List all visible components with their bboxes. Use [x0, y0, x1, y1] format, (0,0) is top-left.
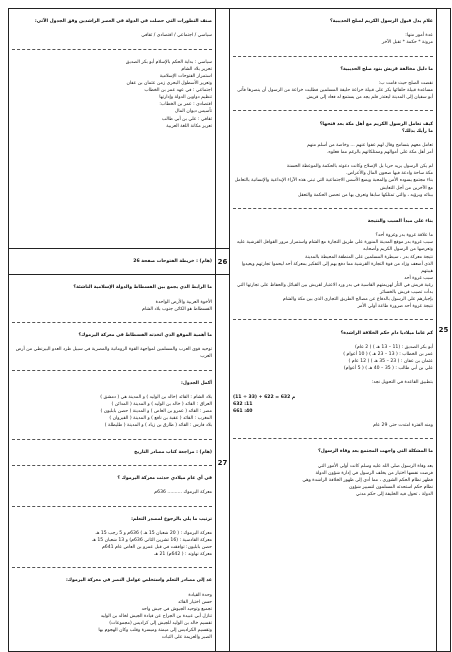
divider	[12, 506, 212, 507]
row-number: 26	[216, 249, 230, 275]
left-column	[9, 249, 216, 275]
formula-text: (11 ÷ 33) + 622 = 632 م 632 :11 661 :40	[233, 394, 296, 414]
document-page	[8, 8, 449, 641]
divider	[12, 49, 212, 50]
row-number	[216, 9, 230, 249]
answer-text: معركة اليرموك .......... 636م	[154, 490, 212, 496]
divider	[233, 208, 433, 209]
worksheet-table	[8, 8, 451, 652]
divider	[233, 438, 433, 439]
question-text: صنف التطورات التي حصلت في الدولة في العصر الراشدين وفق الجدول الآتي:	[34, 19, 212, 25]
row-number: 27	[216, 275, 230, 651]
answer-text: عدة أمور منها: مرونة * حكمة * تقبل الآخر	[381, 33, 433, 46]
divider	[12, 567, 212, 568]
answer-text: وحدة القيادة حسن اختيار القائد تجميع وتوحيد الجيوش في جيش واحد تنازل أبي عبيدة بن الجراح عن قيادة الجيش لخالد بن الوليد تقسيم خالد بن الوليد للجيش إلى كراديس (مجموعات) وتقسيم الكراديس إلى ميمنة وميسرة وقلب وكان الهجوم بها الصبر والعزيمة على الثبات	[98, 592, 212, 641]
answer-text: سياسي : بداية الحكم بالإسلام أبو بكر الصديق تحرير بلاد الشام استمرار الفتوحات الإسلامية وتعزيز الأسطول البحري زمن عثمان بن عفان اجتماعي : في عهد عمر بن الخطاب تنظيم دواوين الدولة وإدارتها اقتصادي : عمر بن الخطاب: تأسيس ديوان المال ثقافي : علي بن أبي طالب تعزيز مكانة اللغة العربية	[125, 59, 212, 129]
divider	[233, 319, 433, 320]
question-text: ما أهمية الموقع الذي اتخذته الفسطاط في معركة اليرموك؟	[78, 333, 212, 339]
question-text: (هام) : مراجعة كتاب مصادر التاريخ	[134, 449, 212, 455]
question-text: في أي عام ميلادي حدثت معركة اليرموك ؟	[117, 476, 212, 482]
question-text: كم عاما ميلاديا دام حكم الخلافة الراشدة؟	[340, 330, 433, 336]
answer-text: تعامل معهم بتسامح وقال لهم عفوا عنهم ... وخاصة من أسلم منهم أمر أهل مكة على أموالهم وممتلكاتهم بالرغم مما فعلوه. لم يكن الرسول يريد حربا بل الإصلاح وكانت دعوته بالحكمة والموعظة الحسنة مكة ساحة وادعة فيها صحون المال والأعراض. بناء مجتمع يسوده الأمن والمحبة ويضع الأسس الاجتماعية التي تبنى هذه الآراء الإبداعية والإنسانية بالتعامل مع الآخرين من أجل التعايش ببنائه وبرؤيه ، والتي تمتلكها سابقا وتعرف بها من تحضن الحكمة والتعقل	[234, 142, 433, 198]
question-text: (هام) : خريطة الفتوحات صفحة 26	[133, 259, 212, 265]
answer-text: ما علاقة غزوة بدر وغزوة أحد؟ سبب غزوة بدر موقع المدينة المنورة على طريق التجارة مع الشام واستمرار مرور القوافل القرشية عليه وتعرضها من الرسول الكريم وأصحابه نتيجة معركة بدر ، سيطرة المسلمين على المنطقة المحيطة بالمدينة الذي أضعف وزاد من قوة التجارة القرشية مما دفع بهم إلى التفكير بمعركة أحد ليحموا تجارتهم ويعيدوا هيبتهم سبب غزوة أحد رغبة قريش في الثأر لهزيمتهم القاسية في بدر ورد الاعتبار لقريش بين القبائل والحفاظ على تجارتها التي بدأت تصيب قريش بالخسائر بإجبارهم على الرسول بالدفاع عن مصالح الطريق التجاري الذي بين مكة والشام نتيجة غزوة أحد ضرورة طاعة أولي الأمر	[236, 233, 433, 310]
answer-text: الأخوة العربية والأرض الواحدة الفسطاط هو الكائن جنوب بلاد الشام	[141, 299, 212, 312]
divider	[233, 56, 433, 57]
answer-text: أبو بكر الصديق : (11 – 13 هـ ) ( 2 عام) عمر بن الخطاب : ( 13 – 23 هـ ) ( 10 أعوام ) عثمان بن عفان : ( 23 – 35 هـ ) ( 12 عام ) علي بن أبي طالب : ( 35 – 40 هـ ) ( 5 أعوام) بتطبيق القاعدة في التحويل نجد:	[343, 344, 433, 386]
answer-text: نقضت الصلح حيث قامت ب: مساعدة قبيلة حلفائها بكر على قبيلة خزاعة حليفة المسلمين فطلبت خزاعة من الرسول أن ينصرها فأتى أبو سفيان إلى المدينة ليعتذر فلم يجد من يستمع له فعاد إلى قريش	[237, 80, 433, 101]
answer-text: سياسي / اجتماعي / اقتصادي / ثقافي	[141, 33, 212, 39]
question-text: أكمل الجدول:	[181, 380, 212, 386]
question-text: بناء على مبدأ السبب والنتيجة	[367, 218, 433, 224]
question-text: عد إلى مصادر التعلم واستخلص عوامل النصر في معركة اليرموك:	[65, 578, 212, 584]
question-text: ترتيب ما يلي بالرجوع لمصدر التعلم:	[131, 516, 212, 522]
answer-text: توحيد قوى العرب والمسلمين لمواجهة القوة الرومانية والمصرية في سبيل طرد العدو البيزنطي من أرض العرب	[15, 347, 212, 360]
answer-text: بلاد الشام : القائد (خالد بن الوليد ) و المدينة هي ( دمشق ) العراق : القائد ( خالد بن الوليد ) و المدينة ( المدائن ) مصر : القائد ( عمرو بن العاص ) و المدينة ( حصن بابليون ) المغرب : القائد ( عقبة بن نافع ) و المدينة ( القيروان ) بلاد فارس : القائد ( طارق بن زياد ) و المدينة ( طليطلة )	[100, 394, 212, 429]
divider	[12, 439, 212, 440]
answer-text: بعد وفاة الرسول صلى الله عليه وسلم كانت أولى الأمور التي فرضت نفسها اختيار من يخلف الرسول في إدارة شؤون الدولة فظهر نظام الحكم الشوري ، مما أدى إلى ظهور الخلافة الراشدة وهي نظام حكم استحدثه المسلمون لتسيير شؤون الدولة ، تحول فيه الخليفة إلى حكم مدني	[302, 463, 433, 497]
left-column	[9, 275, 216, 651]
table-row	[9, 9, 451, 249]
question-text: ما دليل مخالفة قريش بنود صلح الحديبية؟	[340, 66, 433, 72]
row-number: 25	[437, 9, 451, 652]
question-text: ما المشكلة التي واجهت المجتمع بعد وفاة الرسول؟	[318, 449, 433, 455]
divider	[12, 322, 212, 323]
question-text: علام يدل قبول الرسول الكريم لصلح الحديبية؟	[329, 19, 433, 25]
question-text: ما الرابط الذي يجمع بين الفسطاط والدولة الإسلامية الناشئة؟	[73, 285, 212, 291]
answer-text: معركة اليرموك : ( 20 شعبان 15 هـ ) 636م و 5 رجب 15 هـ معركة القادسية : (16 تشرين الثاني 636م) و 13 شعبان 15 هـ حصن بابليون: توافقت في قبل عمرو بن العاص عام 641م معركة نهاوند : ( 642م) 21 هـ	[92, 530, 212, 558]
divider	[12, 370, 212, 371]
divider	[12, 465, 212, 466]
answer-text: ومنه الفترة امتدت حتى 29 عام	[373, 423, 433, 429]
left-column	[9, 9, 216, 249]
divider	[233, 110, 433, 111]
question-text: كيف تعامل الرسول الكريم مع أهل مكة بعد فتحها؟ ما رأيك بذلك؟	[319, 121, 433, 134]
right-column	[230, 9, 437, 652]
